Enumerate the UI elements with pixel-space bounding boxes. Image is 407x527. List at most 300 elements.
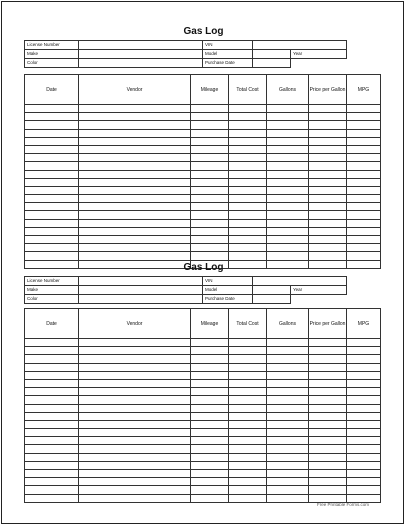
log-entry-cell[interactable] xyxy=(79,404,191,412)
log-entry-cell[interactable] xyxy=(267,129,309,137)
log-entry-cell[interactable] xyxy=(79,129,191,137)
log-entry-row xyxy=(25,388,381,396)
log-entry-cell[interactable] xyxy=(79,453,191,461)
log-entry-cell[interactable] xyxy=(191,478,229,486)
log-entry-cell[interactable] xyxy=(79,363,191,371)
log-entry-cell[interactable] xyxy=(25,412,79,420)
log-entry-cell[interactable] xyxy=(79,145,191,153)
log-entry-cell[interactable] xyxy=(267,379,309,387)
log-entry-cell[interactable] xyxy=(347,429,381,437)
log-entry-cell[interactable] xyxy=(267,478,309,486)
log-entry-cell[interactable] xyxy=(25,195,79,203)
model-field[interactable] xyxy=(253,286,291,295)
log-entry-row xyxy=(25,429,381,437)
gas-log-table xyxy=(24,308,381,503)
color-field[interactable] xyxy=(79,59,203,68)
log-entry-cell[interactable] xyxy=(25,219,79,227)
log-entry-cell[interactable] xyxy=(229,129,267,137)
log-entry-cell[interactable] xyxy=(229,252,267,260)
log-entry-cell[interactable] xyxy=(191,371,229,379)
log-entry-cell[interactable] xyxy=(229,195,267,203)
log-entry-cell[interactable] xyxy=(309,244,347,252)
log-entry-cell[interactable] xyxy=(191,145,229,153)
log-entry-cell[interactable] xyxy=(191,396,229,404)
log-entry-cell[interactable] xyxy=(229,494,267,502)
log-entry-cell[interactable] xyxy=(25,371,79,379)
log-entry-cell[interactable] xyxy=(25,203,79,211)
log-entry-cell[interactable] xyxy=(79,252,191,260)
log-entry-cell[interactable] xyxy=(309,363,347,371)
log-entry-cell[interactable] xyxy=(309,445,347,453)
log-entry-cell[interactable] xyxy=(267,453,309,461)
log-entry-cell[interactable] xyxy=(267,486,309,494)
log-entry-cell[interactable] xyxy=(267,121,309,129)
log-entry-cell[interactable] xyxy=(79,211,191,219)
vin-field[interactable] xyxy=(253,277,347,286)
log-entry-cell[interactable] xyxy=(229,244,267,252)
log-entry-cell[interactable] xyxy=(309,429,347,437)
log-entry-cell[interactable] xyxy=(229,105,267,113)
log-entry-cell[interactable] xyxy=(229,137,267,145)
log-entry-cell[interactable] xyxy=(309,437,347,445)
log-entry-cell[interactable] xyxy=(229,227,267,235)
log-entry-cell[interactable] xyxy=(25,453,79,461)
log-entry-cell[interactable] xyxy=(309,347,347,355)
log-entry-cell[interactable] xyxy=(229,486,267,494)
log-entry-cell[interactable] xyxy=(229,461,267,469)
log-entry-cell[interactable] xyxy=(191,121,229,129)
log-entry-cell[interactable] xyxy=(267,244,309,252)
model-field[interactable] xyxy=(253,50,291,59)
log-entry-cell[interactable] xyxy=(309,162,347,170)
log-entry-cell[interactable] xyxy=(79,339,191,347)
log-entry-cell[interactable] xyxy=(347,154,381,162)
log-entry-cell[interactable] xyxy=(229,404,267,412)
log-entry-cell[interactable] xyxy=(229,170,267,178)
log-entry-cell[interactable] xyxy=(79,347,191,355)
log-entry-cell[interactable] xyxy=(347,478,381,486)
log-entry-cell[interactable] xyxy=(79,113,191,121)
log-entry-cell[interactable] xyxy=(309,396,347,404)
log-entry-cell[interactable] xyxy=(309,203,347,211)
log-entry-cell[interactable] xyxy=(267,339,309,347)
log-entry-cell[interactable] xyxy=(191,486,229,494)
log-entry-cell[interactable] xyxy=(309,219,347,227)
log-entry-cell[interactable] xyxy=(229,121,267,129)
log-entry-cell[interactable] xyxy=(267,113,309,121)
log-entry-cell[interactable] xyxy=(25,347,79,355)
log-entry-cell[interactable] xyxy=(229,470,267,478)
log-entry-cell[interactable] xyxy=(25,388,79,396)
log-entry-cell[interactable] xyxy=(79,186,191,194)
log-entry-cell[interactable] xyxy=(267,178,309,186)
log-entry-cell[interactable] xyxy=(347,363,381,371)
log-entry-cell[interactable] xyxy=(191,494,229,502)
log-entry-cell[interactable] xyxy=(309,371,347,379)
log-entry-cell[interactable] xyxy=(79,470,191,478)
log-entry-cell[interactable] xyxy=(267,211,309,219)
log-entry-cell[interactable] xyxy=(79,137,191,145)
log-entry-cell[interactable] xyxy=(347,396,381,404)
log-entry-cell[interactable] xyxy=(267,429,309,437)
log-entry-cell[interactable] xyxy=(347,170,381,178)
log-entry-cell[interactable] xyxy=(79,121,191,129)
log-entry-cell[interactable] xyxy=(347,379,381,387)
log-entry-cell[interactable] xyxy=(25,494,79,502)
log-entry-cell[interactable] xyxy=(191,244,229,252)
log-entry-row xyxy=(25,195,381,203)
log-entry-row xyxy=(25,445,381,453)
log-entry-cell[interactable] xyxy=(229,339,267,347)
log-entry-cell[interactable] xyxy=(267,412,309,420)
log-entry-cell[interactable] xyxy=(309,339,347,347)
log-entry-cell[interactable] xyxy=(309,178,347,186)
log-entry-cell[interactable] xyxy=(25,379,79,387)
color-label: Color xyxy=(25,295,79,304)
log-entry-cell[interactable] xyxy=(25,105,79,113)
log-entry-cell[interactable] xyxy=(309,170,347,178)
log-entry-cell[interactable] xyxy=(229,412,267,420)
log-entry-cell[interactable] xyxy=(347,162,381,170)
log-entry-cell[interactable] xyxy=(191,219,229,227)
log-entry-cell[interactable] xyxy=(267,404,309,412)
log-entry-cell[interactable] xyxy=(79,486,191,494)
log-entry-cell[interactable] xyxy=(191,154,229,162)
log-entry-cell[interactable] xyxy=(347,355,381,363)
log-entry-cell[interactable] xyxy=(267,420,309,428)
log-entry-cell[interactable] xyxy=(191,470,229,478)
log-entry-row xyxy=(25,470,381,478)
log-entry-cell[interactable] xyxy=(191,404,229,412)
log-entry-cell[interactable] xyxy=(347,211,381,219)
log-entry-cell[interactable] xyxy=(79,227,191,235)
model-label: Model xyxy=(203,286,253,295)
make-field[interactable] xyxy=(79,286,203,295)
log-entry-cell[interactable] xyxy=(267,236,309,244)
log-entry-cell[interactable] xyxy=(309,355,347,363)
log-entry-cell[interactable] xyxy=(309,379,347,387)
log-entry-cell[interactable] xyxy=(191,388,229,396)
log-entry-cell[interactable] xyxy=(229,113,267,121)
log-entry-cell[interactable] xyxy=(25,121,79,129)
log-entry-cell[interactable] xyxy=(267,388,309,396)
log-entry-cell[interactable] xyxy=(191,113,229,121)
log-entry-cell[interactable] xyxy=(347,461,381,469)
log-entry-row xyxy=(25,371,381,379)
log-entry-cell[interactable] xyxy=(79,355,191,363)
log-entry-cell[interactable] xyxy=(229,478,267,486)
log-entry-cell[interactable] xyxy=(229,388,267,396)
log-entry-cell[interactable] xyxy=(191,203,229,211)
log-entry-cell[interactable] xyxy=(309,195,347,203)
log-entry-cell[interactable] xyxy=(25,420,79,428)
log-entry-cell[interactable] xyxy=(79,178,191,186)
log-entry-cell[interactable] xyxy=(25,170,79,178)
log-entry-cell[interactable] xyxy=(191,339,229,347)
log-entry-cell[interactable] xyxy=(25,252,79,260)
log-entry-cell[interactable] xyxy=(25,478,79,486)
log-entry-cell[interactable] xyxy=(267,371,309,379)
log-entry-cell[interactable] xyxy=(191,137,229,145)
log-entry-cell[interactable] xyxy=(309,113,347,121)
log-entry-cell[interactable] xyxy=(79,236,191,244)
log-entry-cell[interactable] xyxy=(229,363,267,371)
log-entry-cell[interactable] xyxy=(79,379,191,387)
log-entry-cell[interactable] xyxy=(25,113,79,121)
log-entry-cell[interactable] xyxy=(267,252,309,260)
log-entry-cell[interactable] xyxy=(347,129,381,137)
log-entry-cell[interactable] xyxy=(79,494,191,502)
log-entry-cell[interactable] xyxy=(347,227,381,235)
log-entry-cell[interactable] xyxy=(267,470,309,478)
log-entry-cell[interactable] xyxy=(267,461,309,469)
log-entry-cell[interactable] xyxy=(25,137,79,145)
log-entry-cell[interactable] xyxy=(309,145,347,153)
log-entry-cell[interactable] xyxy=(25,162,79,170)
log-entry-cell[interactable] xyxy=(347,121,381,129)
log-entry-cell[interactable] xyxy=(309,252,347,260)
log-entry-cell[interactable] xyxy=(347,347,381,355)
log-entry-cell[interactable] xyxy=(347,453,381,461)
log-entry-cell[interactable] xyxy=(25,211,79,219)
log-entry-cell[interactable] xyxy=(309,186,347,194)
log-entry-cell[interactable] xyxy=(79,170,191,178)
log-entry-cell[interactable] xyxy=(25,355,79,363)
model-label: Model xyxy=(203,50,253,59)
log-entry-cell[interactable] xyxy=(347,186,381,194)
license-number-field[interactable] xyxy=(79,41,203,50)
log-entry-cell[interactable] xyxy=(347,339,381,347)
log-entry-cell[interactable] xyxy=(191,195,229,203)
log-entry-cell[interactable] xyxy=(25,339,79,347)
log-entry-cell[interactable] xyxy=(347,105,381,113)
log-entry-cell[interactable] xyxy=(309,420,347,428)
log-entry-cell[interactable] xyxy=(25,396,79,404)
log-entry-cell[interactable] xyxy=(191,379,229,387)
log-entry-cell[interactable] xyxy=(191,186,229,194)
vin-field[interactable] xyxy=(253,41,347,50)
log-entry-cell[interactable] xyxy=(79,154,191,162)
log-entry-cell[interactable] xyxy=(347,236,381,244)
log-entry-cell[interactable] xyxy=(79,429,191,437)
log-entry-cell[interactable] xyxy=(79,371,191,379)
log-entry-cell[interactable] xyxy=(267,195,309,203)
log-entry-cell[interactable] xyxy=(191,162,229,170)
log-entry-cell[interactable] xyxy=(347,420,381,428)
log-entry-cell[interactable] xyxy=(79,396,191,404)
log-entry-cell[interactable] xyxy=(229,437,267,445)
log-entry-cell[interactable] xyxy=(229,178,267,186)
log-entry-cell[interactable] xyxy=(347,178,381,186)
log-entry-cell[interactable] xyxy=(229,219,267,227)
log-entry-cell[interactable] xyxy=(347,412,381,420)
log-entry-cell[interactable] xyxy=(267,105,309,113)
log-entry-cell[interactable] xyxy=(79,412,191,420)
log-entry-cell[interactable] xyxy=(25,363,79,371)
log-entry-cell[interactable] xyxy=(191,252,229,260)
log-entry-cell[interactable] xyxy=(347,113,381,121)
log-entry-cell[interactable] xyxy=(191,178,229,186)
log-entry-cell[interactable] xyxy=(229,203,267,211)
log-entry-cell[interactable] xyxy=(267,355,309,363)
log-entry-cell[interactable] xyxy=(25,129,79,137)
log-entry-cell[interactable] xyxy=(25,236,79,244)
log-entry-cell[interactable] xyxy=(347,470,381,478)
log-entry-cell[interactable] xyxy=(25,244,79,252)
log-entry-cell[interactable] xyxy=(79,478,191,486)
log-entry-cell[interactable] xyxy=(229,236,267,244)
log-entry-cell[interactable] xyxy=(191,129,229,137)
log-entry-cell[interactable] xyxy=(191,227,229,235)
log-entry-cell[interactable] xyxy=(229,379,267,387)
log-entry-cell[interactable] xyxy=(191,429,229,437)
log-entry-cell[interactable] xyxy=(309,227,347,235)
log-entry-cell[interactable] xyxy=(347,404,381,412)
purchase-date-field[interactable] xyxy=(253,59,291,68)
log-entry-cell[interactable] xyxy=(267,145,309,153)
log-entry-cell[interactable] xyxy=(25,404,79,412)
log-entry-cell[interactable] xyxy=(191,211,229,219)
log-entry-cell[interactable] xyxy=(79,219,191,227)
color-field[interactable] xyxy=(79,295,203,304)
log-entry-cell[interactable] xyxy=(79,244,191,252)
log-entry-cell[interactable] xyxy=(229,347,267,355)
log-entry-cell[interactable] xyxy=(191,445,229,453)
log-entry-cell[interactable] xyxy=(79,105,191,113)
log-entry-cell[interactable] xyxy=(229,211,267,219)
log-entry-cell[interactable] xyxy=(191,363,229,371)
log-entry-cell[interactable] xyxy=(309,388,347,396)
log-entry-cell[interactable] xyxy=(229,186,267,194)
log-entry-cell[interactable] xyxy=(309,105,347,113)
log-entry-cell[interactable] xyxy=(309,412,347,420)
log-entry-cell[interactable] xyxy=(25,145,79,153)
log-entry-cell[interactable] xyxy=(25,227,79,235)
log-entry-cell[interactable] xyxy=(25,186,79,194)
log-entry-cell[interactable] xyxy=(267,203,309,211)
make-field[interactable] xyxy=(79,50,203,59)
purchase-date-label: Purchase Date xyxy=(203,295,253,304)
log-entry-cell[interactable] xyxy=(79,420,191,428)
log-entry-cell[interactable] xyxy=(229,355,267,363)
log-entry-cell[interactable] xyxy=(347,252,381,260)
log-entry-cell[interactable] xyxy=(267,170,309,178)
log-entry-cell[interactable] xyxy=(309,461,347,469)
log-entry-cell[interactable] xyxy=(25,437,79,445)
log-entry-cell[interactable] xyxy=(309,154,347,162)
log-entry-cell[interactable] xyxy=(229,371,267,379)
log-entry-cell[interactable] xyxy=(347,244,381,252)
log-entry-cell[interactable] xyxy=(267,219,309,227)
log-entry-cell[interactable] xyxy=(25,178,79,186)
log-entry-cell[interactable] xyxy=(191,105,229,113)
log-entry-cell[interactable] xyxy=(347,137,381,145)
log-entry-cell[interactable] xyxy=(229,445,267,453)
log-entry-cell[interactable] xyxy=(267,445,309,453)
log-entry-cell[interactable] xyxy=(347,388,381,396)
log-entry-cell[interactable] xyxy=(79,388,191,396)
log-entry-cell[interactable] xyxy=(229,429,267,437)
log-entry-cell[interactable] xyxy=(309,211,347,219)
purchase-date-field[interactable] xyxy=(253,295,291,304)
log-entry-cell[interactable] xyxy=(309,129,347,137)
log-entry-cell[interactable] xyxy=(267,227,309,235)
log-entry-cell[interactable] xyxy=(347,371,381,379)
log-entry-cell[interactable] xyxy=(25,445,79,453)
log-entry-cell[interactable] xyxy=(191,355,229,363)
form-title: Gas Log xyxy=(183,26,224,37)
license-number-field[interactable] xyxy=(79,277,203,286)
log-entry-cell[interactable] xyxy=(79,195,191,203)
log-entry-cell[interactable] xyxy=(229,154,267,162)
log-entry-cell[interactable] xyxy=(267,186,309,194)
log-entry-cell[interactable] xyxy=(347,195,381,203)
log-entry-cell[interactable] xyxy=(347,145,381,153)
log-entry-cell[interactable] xyxy=(79,437,191,445)
log-entry-cell[interactable] xyxy=(309,486,347,494)
log-entry-cell[interactable] xyxy=(229,145,267,153)
log-entry-cell[interactable] xyxy=(79,445,191,453)
log-entry-cell[interactable] xyxy=(25,470,79,478)
log-entry-cell[interactable] xyxy=(347,445,381,453)
log-entry-cell[interactable] xyxy=(347,437,381,445)
log-entry-cell[interactable] xyxy=(191,453,229,461)
log-entry-cell[interactable] xyxy=(191,236,229,244)
log-entry-cell[interactable] xyxy=(229,162,267,170)
log-entry-cell[interactable] xyxy=(267,137,309,145)
log-entry-cell[interactable] xyxy=(79,461,191,469)
log-entry-cell[interactable] xyxy=(347,203,381,211)
log-entry-cell[interactable] xyxy=(267,437,309,445)
log-entry-cell[interactable] xyxy=(309,404,347,412)
log-entry-cell[interactable] xyxy=(309,478,347,486)
log-entry-cell[interactable] xyxy=(191,461,229,469)
log-entry-cell[interactable] xyxy=(191,412,229,420)
log-entry-cell[interactable] xyxy=(79,203,191,211)
log-entry-cell[interactable] xyxy=(347,219,381,227)
log-entry-cell[interactable] xyxy=(25,461,79,469)
log-entry-cell[interactable] xyxy=(309,470,347,478)
log-entry-cell[interactable] xyxy=(309,121,347,129)
year-label: Year xyxy=(291,286,347,295)
log-entry-cell[interactable] xyxy=(267,154,309,162)
log-entry-cell[interactable] xyxy=(25,486,79,494)
log-entry-cell[interactable] xyxy=(191,347,229,355)
log-entry-row xyxy=(25,437,381,445)
log-entry-cell[interactable] xyxy=(347,486,381,494)
log-entry-cell[interactable] xyxy=(267,162,309,170)
log-entry-cell[interactable] xyxy=(191,170,229,178)
column-header-mileage: Mileage xyxy=(191,75,229,105)
log-entry-cell[interactable] xyxy=(79,162,191,170)
log-entry-cell[interactable] xyxy=(309,453,347,461)
log-entry-cell[interactable] xyxy=(229,420,267,428)
log-entry-cell[interactable] xyxy=(309,236,347,244)
log-entry-cell[interactable] xyxy=(229,396,267,404)
log-entry-cell[interactable] xyxy=(267,396,309,404)
log-entry-cell[interactable] xyxy=(191,420,229,428)
make-label: Make xyxy=(25,286,79,295)
log-entry-cell[interactable] xyxy=(229,453,267,461)
log-entry-cell[interactable] xyxy=(25,154,79,162)
log-entry-cell[interactable] xyxy=(25,429,79,437)
log-entry-cell[interactable] xyxy=(309,137,347,145)
log-entry-cell[interactable] xyxy=(191,437,229,445)
log-entry-cell[interactable] xyxy=(267,363,309,371)
log-entry-cell[interactable] xyxy=(267,494,309,502)
blank-cell xyxy=(291,295,347,304)
log-entry-cell[interactable] xyxy=(267,347,309,355)
